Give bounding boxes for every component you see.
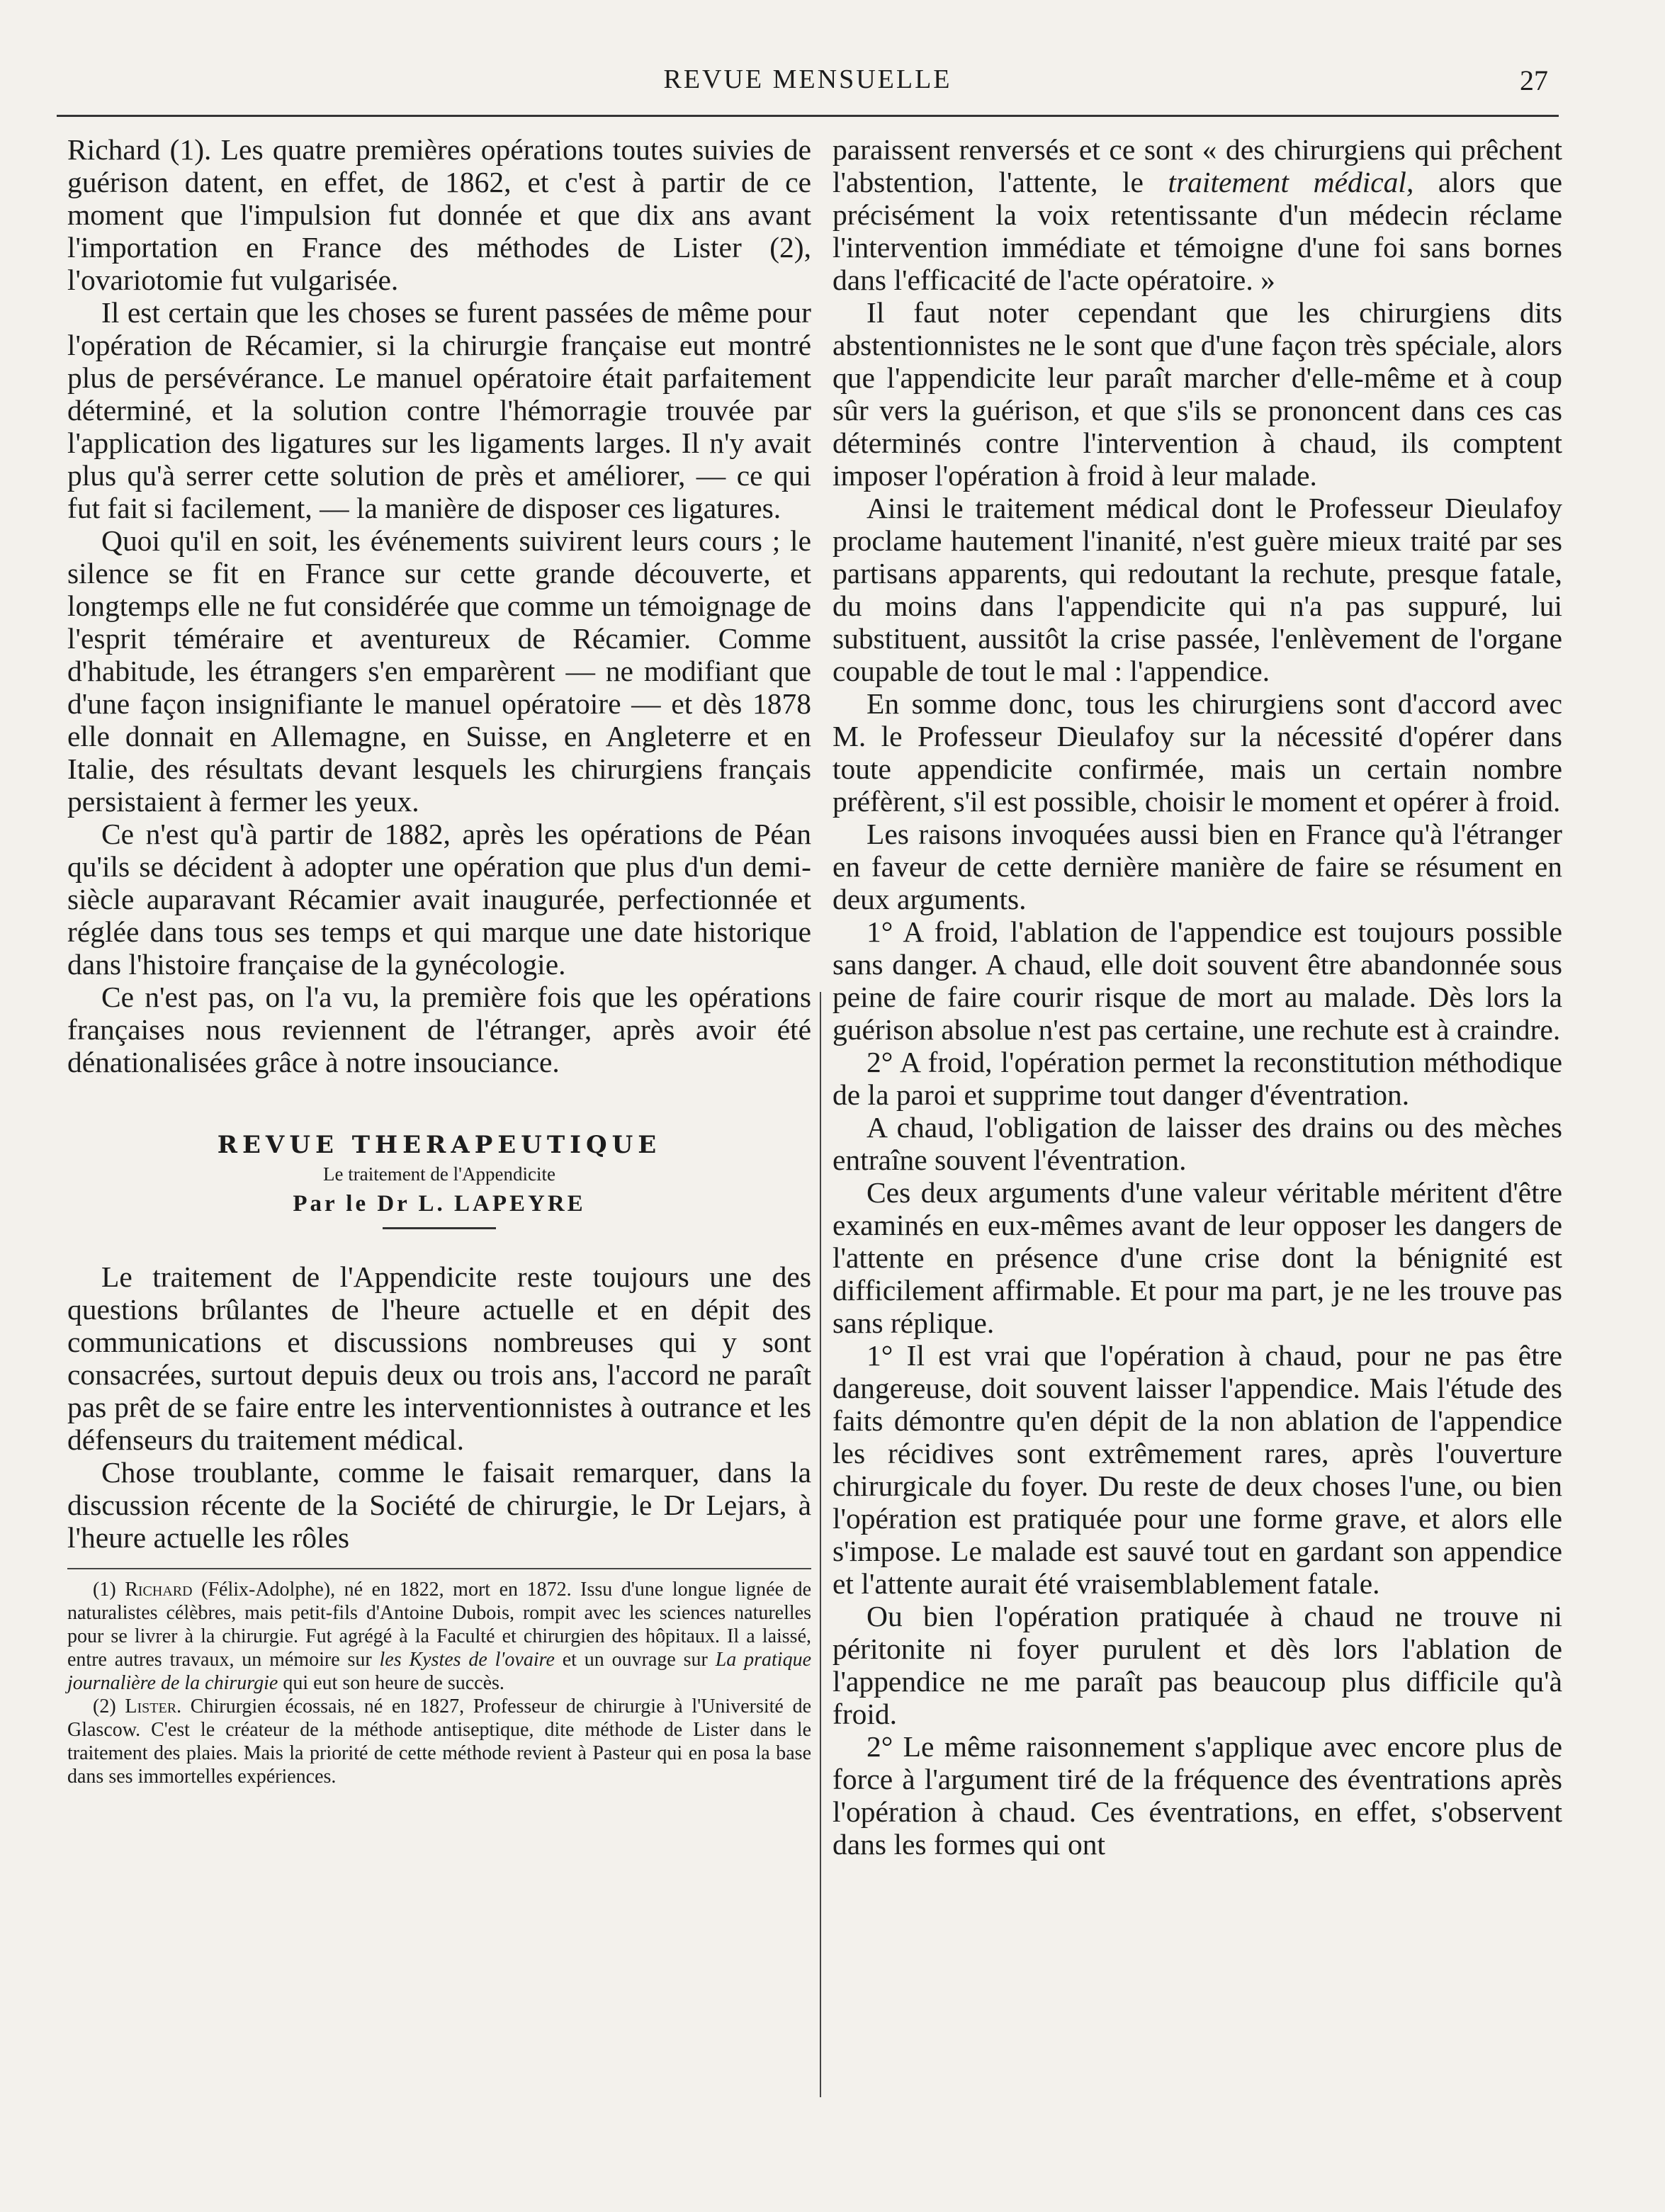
footnote-1: (1) Richard (Félix-Adolphe), né en 1822, mort en 1872. Issu d'une longue lignée de naturalistes célèbres, mais petit-fils d'Antoine Dubois, rompit avec les sciences naturelles pour se livrer à la chirurgie. Fut agrégé à la Faculté et chirurgien des hôpitaux. Il a laissé, entre autres travaux, un mémoire sur les Kystes de l'ovaire et un ouvrage sur La pratique journalière de la chirurgie qui eut son heure de succès. [67, 1579, 812, 1694]
footnotes [67, 1578, 811, 1788]
footnote-1-text: et un ouvrage sur [554, 1649, 716, 1671]
right-paragraph [832, 133, 1562, 296]
section-paragraph: Chose troublante, comme le faisait remarquer, dans la discussion récente de la Société de chirurgie, le Dr Lejars, à l'heure actuelle les rôles [67, 1456, 811, 1554]
section-title: REVUE THERAPEUTIQUE [217, 1131, 662, 1159]
left-paragraph: Ce n'est pas, on l'a vu, la première fois que les opérations françaises nous reviennent de l'étranger, après avoir été dénationalisées grâce à notre insouciance. [67, 981, 811, 1078]
page-number: 27 [1520, 64, 1548, 96]
left-paragraph: Ce n'est qu'à partir de 1882, après les opérations de Péan qu'ils se décident à adopter une opération que plus d'un demi-siècle auparavant Récamier avait inaugurée, perfectionnée et réglée dans tous ses temps et qui marque une date historique dans l'histoire française de la gynécologie. [67, 818, 811, 981]
footnote-1-name: Richard [125, 1579, 193, 1601]
column-divider [820, 992, 821, 2097]
section-author: Par le Dr L. LAPEYRE [293, 1191, 586, 1217]
right-paragraph: Les raisons invoquées aussi bien en France qu'à l'étranger en faveur de cette dernière manière de faire se résument en deux arguments. [832, 818, 1562, 915]
right-paragraph: Ou bien l'opération pratiquée à chaud ne trouve ni péritonite ni foyer purulent et dès lors l'ablation de l'appendice ne me paraît pas beaucoup plus difficile qu'à froid. [832, 1600, 1562, 1730]
italic-run: traitement médical, [1168, 166, 1414, 198]
section-heading [67, 1129, 811, 1229]
right-paragraph: En somme donc, tous les chirurgiens sont d'accord avec M. le Professeur Dieulafoy sur la nécessité d'opérer dans toute appendicite confirmée, mais un certain nombre préfèrent, s'il est possible, choisir le moment et opérer à froid. [832, 687, 1562, 818]
footnote-2-text: . Chirurgien écossais, né en 1827, Professeur de chirurgie à l'Université de Glascow. C'est le créateur de la méthode antiseptique, dite méthode de Lister dans le traitement des plaies. Mais la priorité de cette méthode revient à Pasteur qui en posa la base dans ses immortelles expériences. [67, 1695, 812, 1788]
right-column [832, 133, 1562, 1861]
running-title: REVUE MENSUELLE [663, 64, 952, 94]
header-rule [57, 115, 1559, 117]
right-paragraph: Il faut noter cependant que les chirurgiens dits abstentionnistes ne le sont que d'une façon très spéciale, alors que l'appendicite leur paraît marcher d'elle-même et à coup sûr vers la guérison, et que s'ils se prononcent dans ces cas déterminés contre l'intervention à chaud, ils comptent imposer l'opération à froid à leur malade. [832, 296, 1562, 492]
footnote-1-text: qui eut son heure de succès. [278, 1672, 504, 1694]
section-paragraph: Le traitement de l'Appendicite reste toujours une des questions brûlantes de l'heure actuelle et en dépit des communications et discussions nombreuses qui y sont consacrées, surtout depuis deux ou trois ans, l'accord ne paraît pas prêt de se faire entre les interventionnistes à outrance et les défenseurs du traitement médical. [67, 1260, 811, 1456]
left-paragraph: Richard (1). Les quatre premières opérations toutes suivies de guérison datent, en effet, de 1862, et c'est à partir de ce moment que l'impulsion fut donnée et que dix ans avant l'importation en France des méthodes de Lister (2), l'ovariotomie fut vulgarisée. [67, 133, 811, 296]
footnote-2-name: Lister [125, 1695, 177, 1717]
section-subtitle: Le traitement de l'Appendicite [323, 1163, 555, 1185]
text-run: paraissent renversés et ce sont « des chirurgiens qui prêchent l'abstention, l'attente, le [832, 133, 1562, 198]
right-paragraph: Ces deux arguments d'une valeur véritable méritent d'être examinés en eux-mêmes avant de leur opposer les dangers de l'attente en présence d'une crise dont la bénignité est difficilement affirmable. Et pour ma part, je ne les trouve pas sans réplique. [832, 1176, 1562, 1339]
left-paragraph: Il est certain que les choses se furent passées de même pour l'opération de Récamier, si la chirurgie française eut montré plus de persévérance. Le manuel opératoire était parfaitement déterminé, et la solution contre l'hémorragie trouvée par l'application des ligatures sur les ligaments larges. Il n'y avait plus qu'à serrer cette solution de près et améliorer, — ce qui fut fait si facilement, — la manière de disposer ces ligatures. [67, 296, 811, 524]
right-paragraph: 2° A froid, l'opération permet la reconstitution méthodique de la paroi et supprime tout danger d'éventration. [832, 1046, 1562, 1111]
right-paragraph: Ainsi le traitement médical dont le Professeur Dieulafoy proclame hautement l'inanité, n'est guère mieux traité par ses partisans apparents, qui redoutant la rechute, presque fatale, du moins dans l'appendicite qui n'a pas suppuré, lui substituent, aussitôt la crise passée, l'enlèvement de l'organe coupable de tout le mal : l'appendice. [832, 492, 1562, 687]
footnote-1-title-b: La pratique journalière de la chirurgie [67, 1649, 811, 1694]
right-paragraph: 1° A froid, l'ablation de l'appendice est toujours possible sans danger. A chaud, elle doit souvent être abandonnée sous peine de faire courir risque de mort au malade. Dès lors la guérison absolue n'est pas certaine, une rechute est à craindre. [832, 915, 1562, 1046]
text-run: alors que précisément la voix retentissante d'un médecin réclame l'intervention immédiate et témoigne d'une foi sans bornes dans l'efficacité de l'acte opératoire. » [832, 166, 1562, 296]
section-rule [383, 1227, 496, 1229]
left-paragraph: Quoi qu'il en soit, les événements suivirent leurs cours ; le silence se fit en France sur cette grande découverte, et longtemps elle ne fut considérée que comme un témoignage de l'esprit téméraire et aventureux de Récamier. Comme d'habitude, les étrangers s'en emparèrent — ne modifiant que d'une façon insignifiante le manuel opératoire — et dès 1878 elle donnait en Allemagne, en Suisse, en Angleterre et en Italie, des résultats devant lesquels les chirurgiens français persistaient à fermer les yeux. [67, 524, 811, 818]
footnote-1-text: (Félix-Adolphe), né en 1822, mort en 1872. Issu d'une longue lignée de naturalistes célèbres, mais petit-fils d'Antoine Dubois, rompit avec les sciences naturelles pour se livrer à la chirurgie. Fut agrégé à la Faculté et chirurgien des hôpitaux. Il a laissé, entre autres travaux, un mémoire sur [67, 1579, 812, 1671]
page-header [67, 64, 1548, 106]
footnote-1-title-a: les Kystes de l'ovaire [379, 1649, 555, 1671]
footnote-rule [67, 1568, 811, 1569]
right-paragraph: 1° Il est vrai que l'opération à chaud, pour ne pas être dangereuse, doit souvent laisser l'appendice. Mais l'étude des faits démontre qu'en dépit de la non ablation de l'appendice les récidives sont extrêmement rares, après l'ouverture chirurgicale du foyer. Du reste de deux choses l'une, ou bien l'opération est pratiquée pour une forme grave, et alors elle s'impose. Le malade est sauvé tout en gardant son appendice et l'attente aurait été vraisemblablement fatale. [832, 1339, 1562, 1600]
right-paragraph: A chaud, l'obligation de laisser des drains ou des mèches entraîne souvent l'éventration. [832, 1111, 1562, 1176]
footnote-2: (2) Lister. Chirurgien écossais, né en 1827, Professeur de chirurgie à l'Université de Glascow. C'est le créateur de la méthode antiseptique, dite méthode de Lister dans le traitement des plaies. Mais la priorité de cette méthode revient à Pasteur qui en posa la base dans ses immortelles expériences. [67, 1695, 812, 1788]
left-column [67, 133, 811, 1788]
right-paragraph: 2° Le même raisonnement s'applique avec encore plus de force à l'argument tiré de la fréquence des éventrations après l'opération à chaud. Ces éventrations, en effet, s'observent dans les formes qui ont [832, 1730, 1562, 1861]
